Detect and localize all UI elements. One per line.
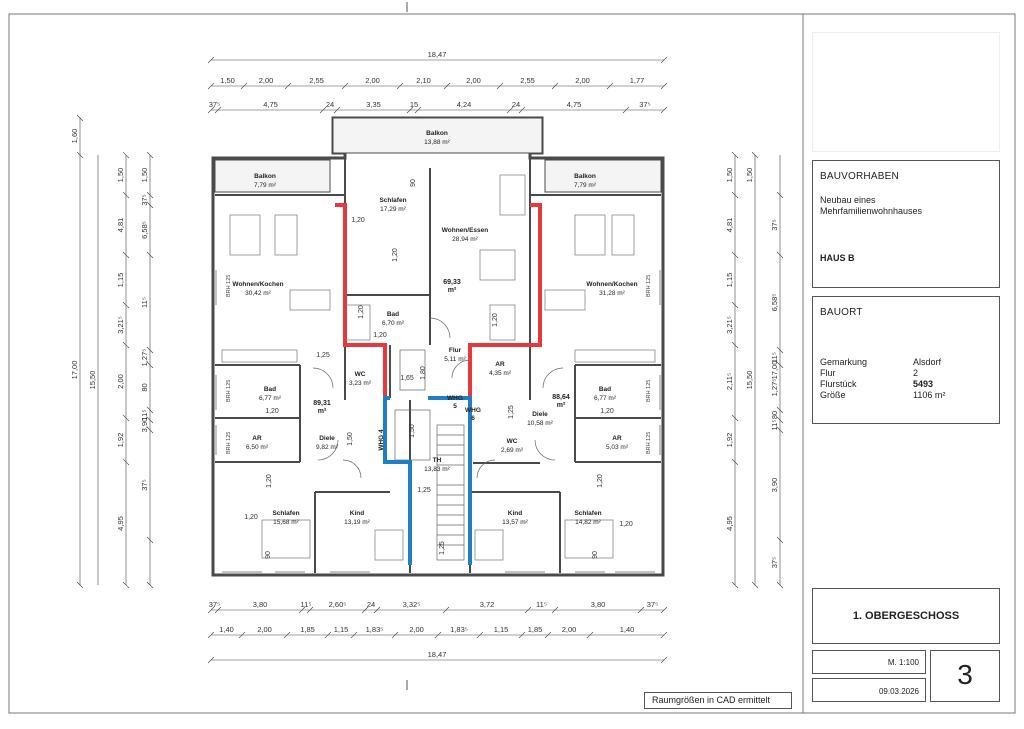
- room-name: AR: [252, 435, 262, 442]
- dim-left-inner-label: 1,50: [140, 167, 149, 183]
- brh-label: BRH 125: [226, 274, 232, 297]
- whg4-boundary: [385, 398, 410, 565]
- room-name: Wohnen/Kochen: [586, 281, 638, 288]
- whg-label: WHG: [465, 407, 481, 414]
- dim-right-inner-label: 37⁵: [770, 556, 779, 569]
- dim-bottom-row2-label: 1,15: [333, 625, 349, 634]
- dim-left-inner-label: 80: [140, 383, 149, 392]
- dim-top-row2-label: 15: [409, 100, 419, 109]
- room-area: 6,50 m²: [245, 444, 269, 451]
- inner-dimension: 1,20: [351, 217, 365, 224]
- flat-area-unit: m²: [556, 402, 566, 409]
- room-area: 30,42 m²: [245, 290, 271, 297]
- dim-top-row1-label: 1,77: [629, 76, 645, 85]
- room-name: WC: [506, 438, 518, 445]
- dim-left-mid-label: 1,92: [116, 432, 125, 448]
- inner-dimension: 1,50: [409, 424, 416, 438]
- dim-bottom-row2-label: 2,00: [257, 625, 272, 634]
- dim-overall-left: 17,00: [70, 360, 79, 380]
- room-name: Flur: [448, 347, 462, 354]
- room-area: 6,77 m²: [258, 395, 282, 402]
- dim-top-row1-label: 2,00: [575, 76, 590, 85]
- dim-left-mid-label: 2,00: [116, 374, 125, 389]
- dim-top-row2-label: 4,75: [566, 100, 582, 109]
- dim-overall-top: 18,47: [427, 50, 447, 59]
- dim-bottom-row1-label: 11⁵: [300, 600, 312, 609]
- whg-label: WHG: [447, 395, 463, 402]
- room-area: 13,88 m²: [424, 139, 450, 146]
- brh-label: BRH 125: [226, 431, 232, 454]
- dim-bottom-row2-label: 1,83⁵: [365, 625, 384, 634]
- whg-label: 5: [453, 403, 457, 410]
- dim-top-row1-label: 2,55: [309, 76, 324, 85]
- dim-top-row1-label: 2,00: [466, 76, 481, 85]
- dim-left-mid-label: 3,21⁵: [116, 316, 125, 334]
- dim-bottom-row1-label: 3,80: [252, 600, 268, 609]
- dim-bottom-row1-label: 3,80: [590, 600, 606, 609]
- inner-dimension: 1,20: [392, 248, 399, 262]
- dim-bottom-row2-label: 2,00: [561, 625, 577, 634]
- vorhaben-text-2: Mehrfamilienwohnhauses: [820, 206, 923, 216]
- flat-area-unit: m²: [317, 408, 327, 415]
- dim-top-row2-label: 37⁵: [208, 100, 221, 109]
- room-area: 31,28 m²: [599, 290, 625, 297]
- inner-dimension: 1,20: [266, 474, 273, 488]
- room-name: Wohnen/Essen: [441, 227, 489, 234]
- dim-right-mid-label: 3,21⁵: [725, 316, 734, 334]
- flat-area-value: 89,31: [313, 400, 331, 407]
- dim-bottom-row1-label: 24: [366, 600, 376, 609]
- room-name: Schlafen: [379, 197, 407, 204]
- vorhaben-label: BAUVORHABEN: [820, 171, 899, 182]
- groesse-value: 1106 m²: [913, 390, 946, 400]
- vorhaben-text-1: Neubau eines: [820, 195, 876, 205]
- flat-area-unit: m²: [447, 287, 457, 294]
- room-name: AR: [612, 435, 622, 442]
- room-area: 6,70 m²: [381, 320, 405, 327]
- title-block-location: [812, 296, 1000, 424]
- haus-label: HAUS B: [820, 253, 855, 263]
- dim-right-mid-label: 2,11⁵: [725, 372, 734, 391]
- title-block-logo-area: [812, 32, 1000, 152]
- gemarkung-label: Gemarkung: [820, 357, 868, 367]
- room-name: Balkon: [254, 173, 276, 180]
- inner-dimension: 90: [265, 551, 272, 559]
- title-block-project: [812, 160, 1000, 288]
- dim-top-row1-label: 1,50: [220, 76, 235, 85]
- dim-left-mid-label: 1,50: [116, 167, 125, 183]
- inner-dimension: 1,20: [265, 408, 279, 415]
- room-name: Bad: [598, 386, 612, 393]
- dim-left-inner-label: 37⁵: [140, 194, 149, 206]
- dim-top-row1-label: 2,10: [416, 76, 431, 85]
- flat-area-value: 69,33: [443, 279, 461, 286]
- dim-left-inner-label: 37⁵: [140, 479, 149, 491]
- dim-top-row1-label: 2,55: [520, 76, 535, 85]
- room-area: 28,94 m²: [452, 236, 478, 243]
- dim-top-row2-label: 37⁵: [639, 100, 651, 109]
- dim-left-outer: 15,50: [88, 370, 97, 390]
- note-text: Raumgrößen in CAD ermittelt: [652, 695, 771, 705]
- room-name: Balkon: [426, 130, 448, 137]
- sheet-number-box: [930, 650, 1000, 702]
- dim-right-mid-label: 4,81: [725, 217, 734, 233]
- dim-left-outer: 1,60: [70, 128, 79, 144]
- dim-bottom-row1-label: 3,32⁵: [402, 600, 421, 609]
- dim-bottom-row2-label: 1,85: [527, 625, 543, 634]
- flat-area-value: 88,64: [552, 394, 570, 401]
- date-label: 09.03.2026: [878, 687, 919, 696]
- inner-dimension: 1,25: [316, 352, 330, 359]
- inner-dimension: 1,25: [439, 541, 446, 555]
- dim-bottom-row2-label: 1,15: [493, 625, 509, 634]
- whg-label: 6: [471, 415, 475, 422]
- room-name: Schlafen: [574, 510, 602, 517]
- dim-left-inner-label: 11⁵: [140, 297, 149, 308]
- dim-right-inner-label: 6,58⁵: [770, 293, 779, 312]
- room-area: 14,82 m²: [575, 519, 601, 526]
- dim-left-inner-label: 6,58⁵: [140, 221, 149, 239]
- inner-dimension: 1,20: [619, 521, 633, 528]
- dim-overall-right: 17,00: [770, 360, 779, 380]
- title-block-sheet-name: [812, 588, 1000, 644]
- dim-bottom-row2-label: 1,85: [300, 625, 315, 634]
- date-box: [812, 678, 926, 702]
- flurstueck-value: 5493: [913, 379, 934, 389]
- room-name: Diele: [532, 411, 548, 418]
- dim-right-inner-label: 1,27⁵: [770, 378, 779, 397]
- dim-right-inner-label: 11⁵: [770, 352, 779, 363]
- room-area: 6,77 m²: [593, 395, 617, 402]
- dim-bottom-row1-label: 2,60⁵: [328, 600, 347, 609]
- dim-top-row2-label: 24: [511, 100, 521, 109]
- dim-top-row2-label: 24: [325, 100, 335, 109]
- inner-dimension: 1,20: [600, 408, 614, 415]
- sheet-number: 3: [957, 659, 973, 690]
- inner-dimension: 1,25: [417, 487, 431, 494]
- room-name: Balkon: [574, 173, 596, 180]
- dim-top-row2-label: 4,75: [263, 100, 278, 109]
- room-area: 13,19 m²: [344, 519, 370, 526]
- room-area: 3,23 m²: [348, 380, 372, 387]
- room-name: Bad: [263, 386, 277, 393]
- dim-bottom-row1-label: 37⁵: [208, 600, 221, 609]
- room-name: Schlafen: [272, 510, 300, 517]
- gemarkung-value: Alsdorf: [913, 357, 942, 367]
- dim-right-inner-label: 37⁵: [770, 219, 779, 231]
- dim-left-inner-label: 1,27⁵: [140, 348, 149, 367]
- inner-dimension: 1,80: [420, 366, 427, 380]
- dim-bottom-row1-label: 3,72: [479, 600, 495, 609]
- dim-right-mid-label: 1,92: [725, 432, 734, 448]
- dim-bottom-row2-label: 1,40: [619, 625, 635, 634]
- dim-overall-bottom: 18,47: [427, 650, 447, 659]
- room-area: 15,68 m²: [273, 519, 299, 526]
- room-area: 10,58 m²: [527, 420, 553, 427]
- inner-dimension: 1,50: [347, 432, 354, 446]
- brh-label: BRH 125: [646, 431, 652, 454]
- room-area: 9,82 m²: [315, 444, 339, 451]
- dim-right-mid-label: 1,15: [725, 272, 734, 288]
- room-area: 13,57 m²: [502, 519, 528, 526]
- room-area: 4,35 m²: [488, 370, 512, 377]
- dim-top-row1-label: 2,00: [365, 76, 380, 85]
- room-area: 5,11 m²: [444, 356, 466, 363]
- room-name: Diele: [319, 435, 335, 442]
- scale-label: M. 1:100: [887, 658, 919, 667]
- flur-label: Flur: [820, 368, 836, 378]
- dim-bottom-row2-label: 1,83⁵: [450, 625, 468, 634]
- dim-left-inner-label: 11⁵: [140, 409, 149, 421]
- dim-bottom-row1-label: 11⁵: [536, 600, 547, 609]
- inner-dimension: 1,20: [492, 313, 499, 327]
- brh-label: BRH 125: [226, 379, 232, 402]
- groesse-label: Größe: [820, 390, 846, 400]
- brh-label: BRH 125: [646, 379, 652, 402]
- brh-label: BRH 125: [646, 274, 652, 297]
- dim-right-outer: 1,50: [745, 167, 754, 183]
- dim-top-row2-label: 3,35: [366, 100, 381, 109]
- bauort-label: BAUORT: [820, 307, 863, 318]
- inner-dimension: 1,20: [373, 332, 387, 339]
- inner-dimension: 1,20: [358, 305, 365, 319]
- room-name: Bad: [386, 311, 400, 318]
- inner-dimension: 90: [592, 551, 599, 559]
- dim-left-mid-label: 4,81: [116, 217, 125, 233]
- room-name: AR: [495, 361, 505, 368]
- dim-bottom-row2-label: 1,40: [219, 625, 234, 634]
- room-area: 13,83 m²: [424, 466, 450, 473]
- dim-left-mid-label: 1,15: [116, 272, 125, 288]
- room-name: TH: [432, 457, 442, 464]
- room-name: Kind: [349, 510, 365, 517]
- dim-right-mid-label: 4,95: [725, 516, 734, 531]
- flurstueck-label: Flurstück: [820, 379, 857, 389]
- flur-value: 2: [913, 368, 919, 378]
- room-area: 17,29 m²: [380, 206, 406, 213]
- room-area: 2,69 m²: [500, 447, 524, 454]
- dim-right-inner-label: 3,90: [770, 477, 779, 493]
- dim-right-outer: 15,50: [745, 370, 754, 390]
- note-box: [644, 692, 792, 709]
- dim-bottom-row2-label: 2,00: [409, 625, 424, 634]
- dim-right-inner-label: 80: [770, 410, 779, 420]
- room-area: 7,79 m²: [573, 182, 597, 189]
- inner-dimension: 1,65: [400, 375, 414, 382]
- room-name: WC: [354, 371, 366, 378]
- dim-left-inner-label: 3,90: [140, 417, 149, 433]
- dim-right-mid-label: 1,50: [725, 167, 734, 183]
- inner-dimension: 1,25: [508, 405, 515, 419]
- inner-dimension: 1,20: [244, 514, 258, 521]
- room-name: Kind: [507, 510, 523, 517]
- whg-label: WHG 4: [378, 429, 385, 451]
- whg5-boundary: [335, 205, 390, 398]
- dim-top-row2-label: 4,24: [456, 100, 472, 109]
- dim-right-inner-label: 11⁵: [770, 419, 779, 431]
- inner-dimension: 1,20: [597, 474, 604, 488]
- room-area: 7,79 m²: [253, 182, 277, 189]
- dim-left-mid-label: 4,95: [116, 516, 125, 531]
- room-name: Wohnen/Kochen: [232, 281, 284, 288]
- dim-top-row1-label: 2,00: [258, 76, 274, 85]
- inner-dimension: 90: [410, 179, 417, 187]
- room-area: 5,03 m²: [605, 444, 629, 451]
- dim-bottom-row1-label: 37⁵: [646, 600, 659, 609]
- geschoss-label: 1. OBERGESCHOSS: [852, 610, 960, 622]
- scale-box: [812, 650, 926, 674]
